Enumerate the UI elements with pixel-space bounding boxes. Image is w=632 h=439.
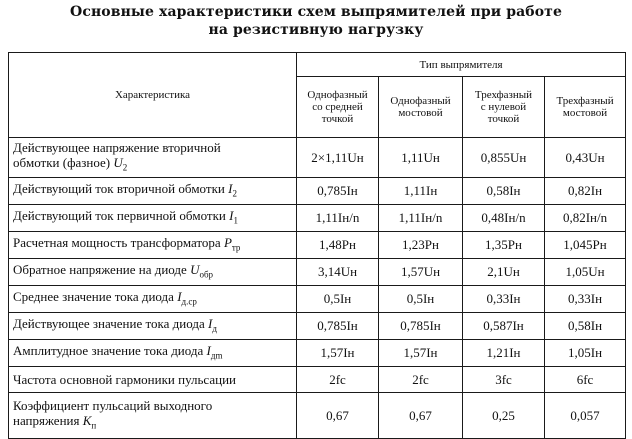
table-cell: 1,57Iн [297,340,379,367]
table-cell: 0,58Iн [545,313,626,340]
table-row [9,138,626,178]
table-cell: 0,67 [297,393,379,439]
table-cell: 0,785Iн [297,313,379,340]
table-row [9,393,626,439]
table-cell: 1,23Pн [379,232,463,259]
table-cell: 1,045Pн [545,232,626,259]
row-label: Действующий ток первичной обмотки $I_1$ [9,205,297,232]
table-cell: 0,057 [545,393,626,439]
column-header: Трехфазный мостовой [545,77,626,138]
table-cell: 0,33Iн [463,286,545,313]
table-cell: 1,48Pн [297,232,379,259]
table-row [9,205,626,232]
table-cell: 0,58Iн [463,178,545,205]
table-cell: 6fс [545,367,626,393]
title-line-2: на резистивную нагрузку [208,22,424,38]
table-cell: 0,5Iн [297,286,379,313]
column-header: Однофазный мостовой [379,77,463,138]
table-cell: 0,855Uн [463,138,545,178]
table-row [9,286,626,313]
table-cell: 1,11Iн/n [297,205,379,232]
table-row [9,259,626,286]
table-cell: 0,785Iн [379,313,463,340]
table-row [9,340,626,367]
table-row [9,178,626,205]
row-label: Действующий ток вторичной обмотки $I_2$ [9,178,297,205]
table-cell: 1,11Uн [379,138,463,178]
table-cell: 3,14Uн [297,259,379,286]
table-cell: 0,33Iн [545,286,626,313]
table-cell: 0,785Iн [297,178,379,205]
row-label: Амплитудное значение тока диода $I_{дm}$ [9,340,297,367]
table-cell: 1,21Iн [463,340,545,367]
table-cell: 1,57Iн [379,340,463,367]
table-row [9,313,626,340]
page-title [0,3,632,39]
row-label: Коэффициент пульсаций выходного напряжения $K_п$ [9,393,297,439]
table-cell: 0,5Iн [379,286,463,313]
table-cell: 1,57Uн [379,259,463,286]
table-cell: 0,82Iн/n [545,205,626,232]
row-label: Расчетная мощность трансформатора $P_{тр}$ [9,232,297,259]
column-header: Однофазный со средней точкой [297,77,379,138]
row-label: Действующее напряжение вторичной обмотки (фазное) $U_2$ [9,138,297,178]
header-characteristic: Характеристика [9,53,297,138]
row-label: Частота основной гармоники пульсации [9,367,297,393]
table-cell: 1,05Uн [545,259,626,286]
table-cell: 0,25 [463,393,545,439]
table-row [9,367,626,393]
table-cell: 3fс [463,367,545,393]
header-rectifier-type: Тип выпрямителя [297,53,626,77]
row-label: Действующее значение тока диода $I_д$ [9,313,297,340]
table-cell: 0,48Iн/n [463,205,545,232]
column-header: Трехфазный с нулевой точкой [463,77,545,138]
table-cell: 0,587Iн [463,313,545,340]
table-cell: 2×1,11Uн [297,138,379,178]
title-line-1: Основные характеристики схем выпрямителей при работе [70,4,562,20]
rectifier-characteristics-table [8,52,626,439]
row-label: Обратное напряжение на диоде $U_{обр}$ [9,259,297,286]
table-cell: 0,82Iн [545,178,626,205]
table-cell: 2,1Uн [463,259,545,286]
table-cell: 0,67 [379,393,463,439]
table-cell: 0,43Uн [545,138,626,178]
table-cell: 1,11Iн/n [379,205,463,232]
table-cell: 1,05Iн [545,340,626,367]
row-label: Среднее значение тока диода $I_{д.ср}$ [9,286,297,313]
table-cell: 2fс [297,367,379,393]
table-cell: 2fс [379,367,463,393]
table-row [9,232,626,259]
table-cell: 1,35Pн [463,232,545,259]
table-cell: 1,11Iн [379,178,463,205]
